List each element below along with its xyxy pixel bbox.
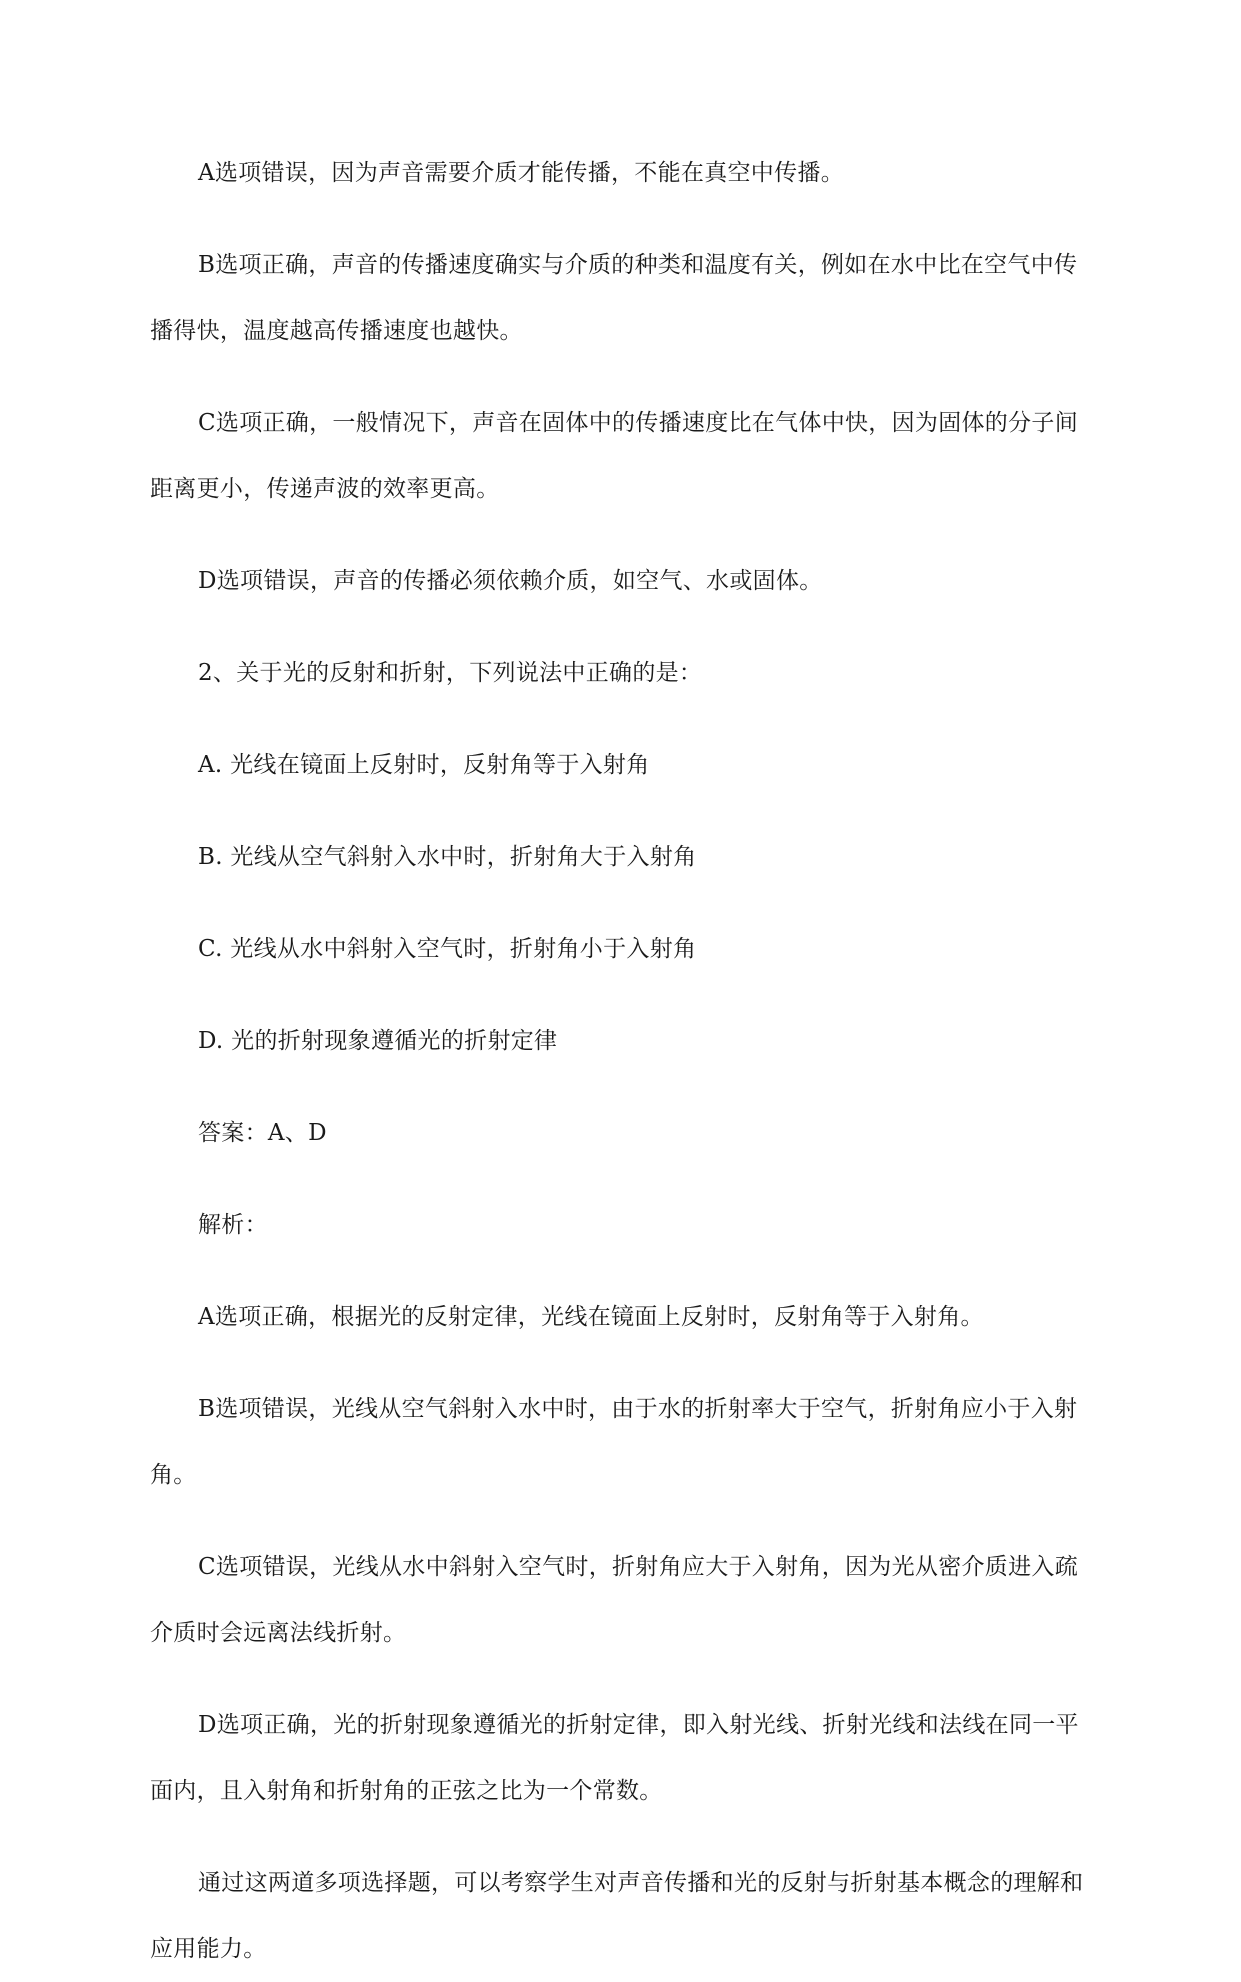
analysis-heading: 解析： <box>198 1212 268 1238</box>
question-2-stem: 2、关于光的反射和折射，下列说法中正确的是： <box>198 660 703 686</box>
question-2-option-b: B. 光线从空气斜射入水中时，折射角大于入射角 <box>198 844 697 870</box>
paragraph-a-explanation-sound: A选项错误，因为声音需要介质才能传播，不能在真空中传播。 <box>198 160 845 186</box>
paragraph-b-explanation-light: B选项错误，光线从空气斜射入水中时，由于水的折射率大于空气，折射角应小于入射角。 <box>150 1396 1078 1488</box>
paragraph-b-explanation-sound: B选项正确，声音的传播速度确实与介质的种类和温度有关，例如在水中比在空气中传播得快，温度越高传播速度也越快。 <box>150 252 1078 344</box>
question-2-option-a: A. 光线在镜面上反射时，反射角等于入射角 <box>198 752 650 778</box>
question-2-answer: 答案：A、D <box>198 1120 327 1146</box>
paragraph-c-explanation-sound: C选项正确，一般情况下，声音在固体中的传播速度比在气体中快，因为固体的分子间距离更小，传递声波的效率更高。 <box>150 410 1078 502</box>
question-2-option-c: C. 光线从水中斜射入空气时，折射角小于入射角 <box>198 936 697 962</box>
paragraph-d-explanation-sound: D选项错误，声音的传播必须依赖介质，如空气、水或固体。 <box>198 568 823 594</box>
summary-paragraph: 通过这两道多项选择题，可以考察学生对声音传播和光的反射与折射基本概念的理解和应用能力。 <box>150 1870 1084 1962</box>
paragraph-c-explanation-light: C选项错误，光线从水中斜射入空气时，折射角应大于入射角，因为光从密介质进入疏介质时会远离法线折射。 <box>150 1554 1078 1646</box>
document-body <box>150 140 1095 1982</box>
paragraph-d-explanation-light: D选项正确，光的折射现象遵循光的折射定律，即入射光线、折射光线和法线在同一平面内，且入射角和折射角的正弦之比为一个常数。 <box>150 1712 1079 1804</box>
paragraph-a-explanation-light: A选项正确，根据光的反射定律，光线在镜面上反射时，反射角等于入射角。 <box>198 1304 984 1330</box>
question-2-option-d: D. 光的折射现象遵循光的折射定律 <box>198 1028 558 1054</box>
